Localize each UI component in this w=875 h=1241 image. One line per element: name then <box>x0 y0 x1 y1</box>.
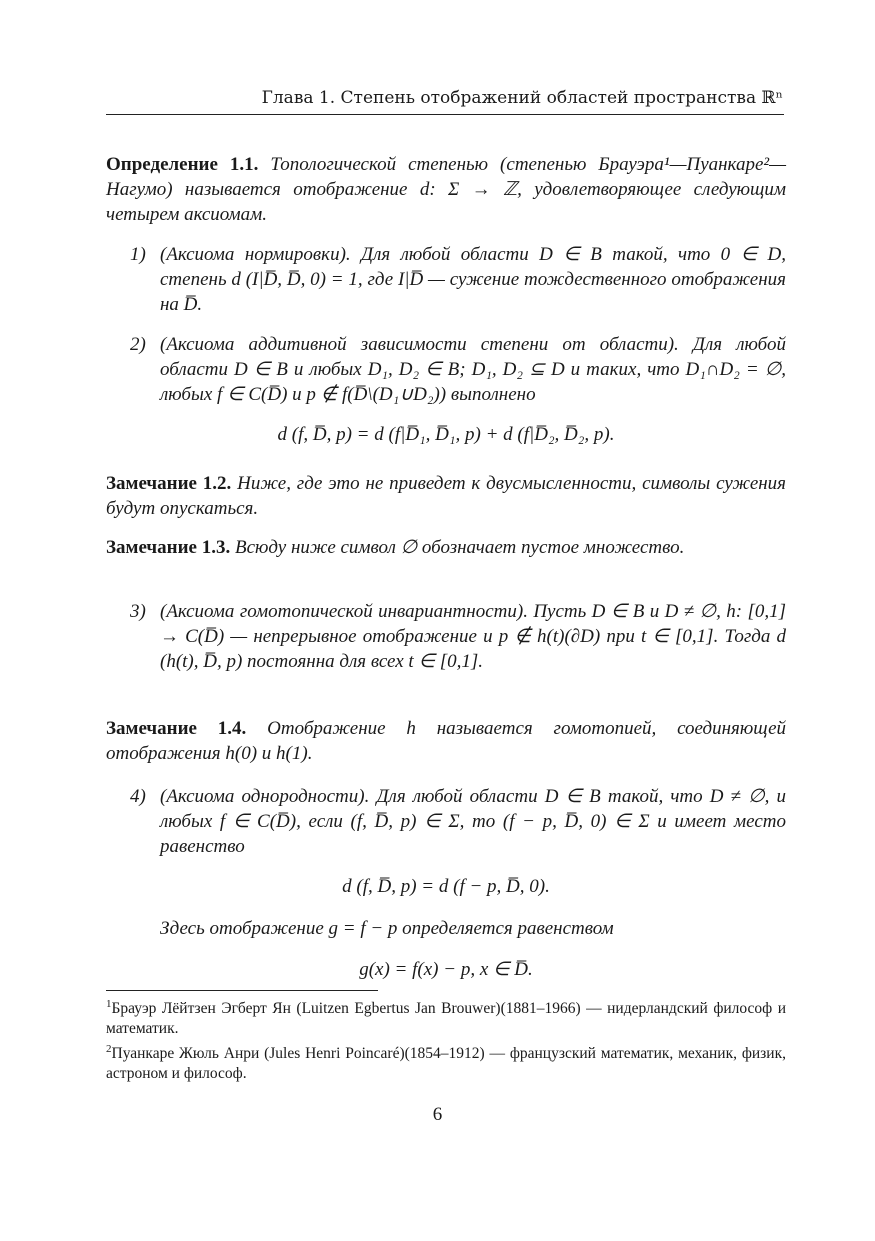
axiom-number: 1) <box>130 244 146 265</box>
definition-label: Определение 1.1. <box>106 154 259 175</box>
g-definition-sentence <box>130 916 786 941</box>
axiom-3 <box>130 599 786 674</box>
footnotes <box>106 994 786 1084</box>
formula-homogeneity: d (f, D̅, p) = d (f − p, D̅, 0). <box>342 876 550 897</box>
axiom-number: 2) <box>130 334 146 355</box>
footnote-text: Пуанкаре Жюль Анри (Jules Henri Poincaré)(1854–1912) — французский математик, механик, физик, астроном и философ. <box>106 1045 786 1082</box>
axiom-text: (Аксиома аддитивной зависимости степени от области). Для любой области D ∈ B и любых D₁, D₂ ∈ B; D₁, D₂ ⊆ D и таких, что D₁∩D₂ = ∅, любых f ∈ C(D̅) и p ∉ f(D̅\(D₁∪D₂)) выполнено <box>160 334 786 405</box>
footnote-1 <box>106 994 786 1039</box>
footnote-mark: 1 <box>106 998 112 1010</box>
axiom-number: 3) <box>130 601 146 622</box>
remark-1-3 <box>106 535 786 560</box>
remark-text: Всюду ниже символ ∅ обозначает пустое множество. <box>234 537 685 558</box>
formula-g: g(x) = f(x) − p, x ∈ D̅. <box>359 959 533 980</box>
axiom-number: 4) <box>130 786 146 807</box>
axiom-2 <box>130 332 786 407</box>
remark-label: Замечание 1.2. <box>106 473 232 494</box>
definition-1-1 <box>106 152 786 227</box>
remark-text: Отображение h называется гомотопией, соединяющей отображения h(0) и h(1). <box>106 718 787 764</box>
footnote-2 <box>106 1039 786 1084</box>
page-number: 6 <box>432 1104 443 1125</box>
footnote-mark: 2 <box>106 1043 112 1055</box>
footnote-text: Брауэр Лёйтзен Эгберт Ян (Luitzen Egbertus Jan Brouwer)(1881–1966) — нидерландский философ и математик. <box>106 1000 786 1037</box>
axiom-text: (Аксиома однородности). Для любой области D ∈ B такой, что D ≠ ∅, и любых f ∈ C(D̅), если (f, D̅, p) ∈ Σ, то (f − p, D̅, 0) ∈ Σ и имеет место равенство <box>160 786 786 857</box>
remark-1-4 <box>106 716 786 766</box>
definition-text: Топологической степенью (степенью Брауэра¹—Пуанкаре²—Нагумо) называется отображение d: Σ → ℤ, удовлетворяющее следующим четырем аксиомам. <box>106 154 786 225</box>
formula-additivity: d (f, D̅, p) = d (f|D̅₁, D̅₁, p) + d (f|D̅₂, D̅₂, p). <box>277 424 615 445</box>
remark-label: Замечание 1.3. <box>106 537 231 558</box>
footnote-rule <box>106 990 378 991</box>
remark-label: Замечание 1.4. <box>106 718 247 739</box>
header-rule <box>106 114 784 115</box>
axiom-text: (Аксиома гомотопической инвариантности). Пусть D ∈ B и D ≠ ∅, h: [0,1] → C(D̅) — непрерывное отображение и p ∉ h(t)(∂D) при t ∈ [0,1]. Тогда d (h(t), D̅, p) постоянна для всех t ∈ [0,1]. <box>160 601 786 672</box>
running-header: Глава 1. Степень отображений областей пространства ℝⁿ <box>261 88 783 108</box>
axiom-1 <box>130 242 786 317</box>
remark-1-2 <box>106 471 786 521</box>
remark-text: Ниже, где это не приведет к двусмысленности, символы сужения будут опускаться. <box>106 473 787 519</box>
axiom-text: (Аксиома нормировки). Для любой области D ∈ B такой, что 0 ∈ D, степень d (I|D̅, D̅, 0) = 1, где I|D̅ — сужение тождественного отображения на D̅. <box>160 244 786 315</box>
axiom-4 <box>130 784 786 859</box>
g-sentence-text: Здесь отображение g = f − p определяется равенством <box>160 918 614 939</box>
